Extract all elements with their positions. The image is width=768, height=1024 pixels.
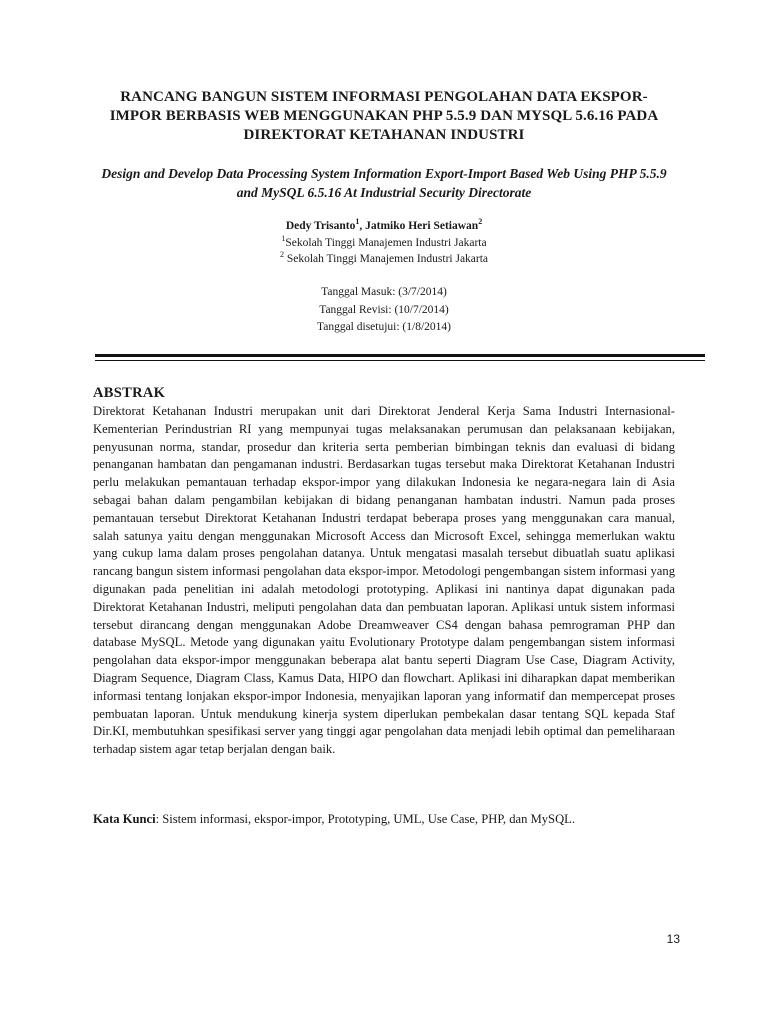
date-received: Tanggal Masuk: (3/7/2014) [321, 286, 447, 298]
keywords [93, 810, 675, 828]
header-divider-thin [95, 360, 705, 361]
affiliation-marker: 1 [281, 234, 286, 244]
author-separator: , [359, 220, 366, 232]
author-affiliation-marker: 2 [478, 217, 483, 227]
page-number: 13 [666, 932, 680, 946]
paper-title: RANCANG BANGUN SISTEM INFORMASI PENGOLAHAN DATA EKSPOR-IMPOR BERBASIS WEB MENGGUNAKAN PHP 5.5.9 DAN MYSQL 5.6.16 PADA DIREKTORAT KETAHANAN INDUSTRI [109, 89, 659, 143]
affiliation [96, 251, 672, 267]
submission-dates [96, 284, 672, 337]
author-name: Jatmiko Heri Setiawan [365, 220, 479, 232]
keywords-label: Kata Kunci [93, 812, 156, 826]
affiliation [96, 235, 672, 251]
date-accepted: Tanggal disetujui: (1/8/2014) [317, 321, 451, 333]
abstract-heading: ABSTRAK [93, 385, 166, 401]
affiliation-marker: 2 [279, 250, 284, 260]
author-name: Dedy Trisanto [285, 220, 356, 232]
affiliation-text: Sekolah Tinggi Manajemen Industri Jakarta [283, 253, 489, 265]
paper-english-title: Design and Develop Data Processing System Information Export-Import Based Web Using PHP 5.5.9 and MySQL 6.5.16 At Industrial Security Directorate [101, 166, 667, 200]
affiliation-text: Sekolah Tinggi Manajemen Industri Jakarta [285, 237, 487, 249]
keywords-text: : Sistem informasi, ekspor-impor, Prototyping, UML, Use Case, PHP, dan MySQL. [155, 812, 575, 826]
abstract-body: Direktorat Ketahanan Industri merupakan unit dari Direktorat Jenderal Kerja Sama Industri Internasional-Kementerian Perindustrian RI yang mempunyai tugas melaksanakan perumusan dan pelaksanaan kebijakan, penyusunan norma, standar, prosedur dan kriteria serta pemberian bimbingan teknis dan evaluasi di bidang penanganan hambatan dan pengamanan industri. Berdasarkan tugas tersebut maka Direktorat Ketahanan Industri perlu melakukan pemantauan terhadap ekspor-impor yang dilakukan Indonesia ke negara-negara lain di Asia sebagai bahan dalam pengambilan kebijakan di bidang penanganan hambatan industri. Namun pada proses pemantauan tersebut Direktorat Ketahanan Industri terdapat beberapa proses yang menggunakan cara manual, salah satunya yaitu dengan menggunakan Microsoft Access dan Microsoft Excel, sehingga memerlukan waktu yang cukup lama dalam proses pengolahan datanya. Untuk mengatasi masalah tersebut dibuatlah suatu aplikasi rancang bangun sistem informasi pengolahan data ekspor-impor. Metodologi pengembangan sistem informasi yang digunakan pada penelitian ini adalah metodologi prototyping. Aplikasi ini nantinya dapat digunakan pada Direktorat Ketahanan Industri, meliputi pengolahan data dan pembuatan laporan. Aplikasi untuk sistem informasi tersebut dirancang dengan menggunakan Adobe Dreamweaver CS4 dengan bahasa pemrograman PHP dan database MySQL. Metode yang digunakan yaitu Evolutionary Prototype dalam pengembangan sistem informasi pengolahan data ekspor-impor menggunakan beberapa alat bantu seperti Diagram Use Case, Diagram Activity, Diagram Sequence, Diagram Class, Kamus Data, HIPO dan flowchart. Aplikasi ini diharapkan dapat memberikan informasi tentang lonjakan ekspor-impor Indonesia, menyajikan laporan yang informatif dan mempercepat proses pembuatan laporan. Untuk mendukung kinerja system diperlukan pembekalan dasar tentang SQL kepada Staf Dir.KI, membutuhkan spesifikasi server yang tinggi agar pengolahan data menjadi lebih optimal dan pemeliharaan terhadap sistem agar tetap berjalan dengan baik. [93, 404, 675, 757]
author-affiliation-marker: 1 [355, 217, 360, 227]
header-divider-thick [95, 354, 705, 357]
date-revised: Tanggal Revisi: (10/7/2014) [319, 303, 449, 316]
author-line [96, 218, 672, 234]
